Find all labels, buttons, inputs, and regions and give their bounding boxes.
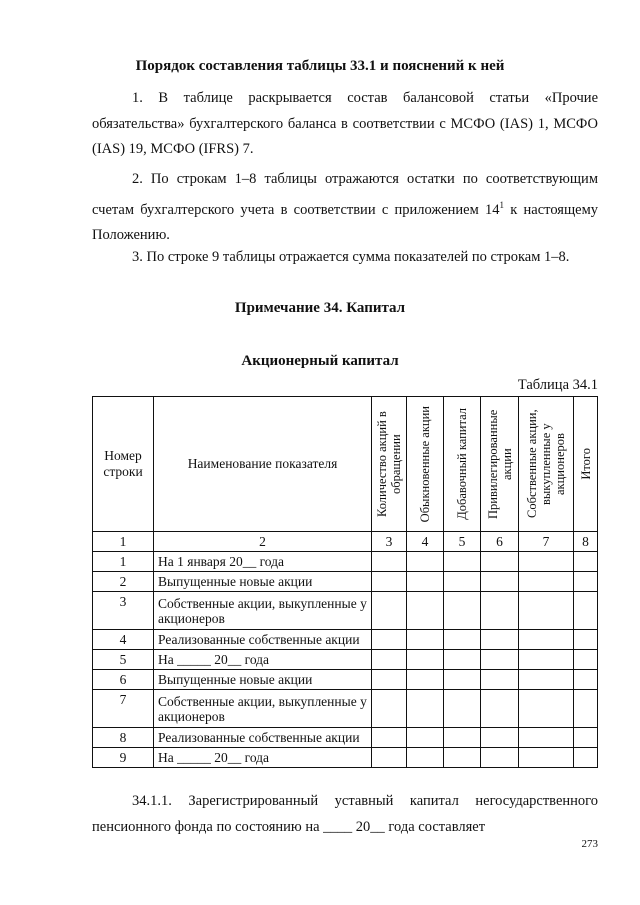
- value-cell: [407, 690, 444, 728]
- row-number: 9: [93, 748, 154, 768]
- value-cell: [481, 650, 519, 670]
- value-cell: [519, 592, 574, 630]
- table-row: [93, 630, 598, 650]
- table-label: Таблица 34.1: [517, 377, 598, 393]
- value-cell: [372, 552, 407, 572]
- column-number: 2: [154, 532, 372, 552]
- value-cell: [407, 728, 444, 748]
- value-cell: [407, 650, 444, 670]
- value-cell: [574, 592, 598, 630]
- value-cell: [444, 748, 481, 768]
- row-indicator: Собственные акции, выкупленные у акционеров: [154, 592, 372, 630]
- value-cell: [481, 592, 519, 630]
- column-number-row: [93, 532, 598, 552]
- row-indicator: Реализованные собственные акции: [154, 630, 372, 650]
- header-indicator: Наименование показателя: [154, 397, 372, 532]
- paragraph-1: 1. В таблице раскрывается состав балансовой статьи «Прочие обязательства» бухгалтерского баланса в соответствии с МСФО (IAS) 1, МСФО (IAS) 19, МСФО (IFRS) 7.: [92, 90, 598, 157]
- column-number: 1: [93, 532, 154, 552]
- value-cell: [574, 690, 598, 728]
- row-number: 3: [93, 592, 154, 630]
- value-cell: [407, 748, 444, 768]
- value-cell: [481, 630, 519, 650]
- paragraph-2-tail: к настоящему Положению.: [92, 201, 598, 243]
- page-number: 273: [581, 838, 598, 850]
- value-cell: [574, 670, 598, 690]
- share-capital-table: [92, 396, 598, 768]
- value-cell: [519, 690, 574, 728]
- table-row: [93, 572, 598, 592]
- value-cell: [444, 690, 481, 728]
- value-cell: [444, 728, 481, 748]
- column-number: 3: [372, 532, 407, 552]
- value-cell: [519, 650, 574, 670]
- row-indicator: Собственные акции, выкупленные у акционеров: [154, 690, 372, 728]
- header-shares-count: Количество акций в обращении: [372, 397, 407, 532]
- value-cell: [574, 728, 598, 748]
- row-indicator: Выпущенные новые акции: [154, 670, 372, 690]
- value-cell: [407, 552, 444, 572]
- value-cell: [444, 592, 481, 630]
- value-cell: [372, 572, 407, 592]
- row-number: 6: [93, 670, 154, 690]
- table-row: [93, 592, 598, 630]
- column-number: 7: [519, 532, 574, 552]
- header-total: Итого: [574, 397, 598, 532]
- row-number: 1: [93, 552, 154, 572]
- row-indicator: Реализованные собственные акции: [154, 728, 372, 748]
- header-treasury-shares: Собственные акции, выкупленные у акционеров: [519, 397, 574, 532]
- value-cell: [519, 748, 574, 768]
- value-cell: [574, 748, 598, 768]
- value-cell: [519, 630, 574, 650]
- table-row: [93, 748, 598, 768]
- row-number: 2: [93, 572, 154, 592]
- value-cell: [481, 748, 519, 768]
- header-preferred-shares: Привилегированные акции: [481, 397, 519, 532]
- row-indicator: На _____ 20__ года: [154, 650, 372, 670]
- value-cell: [372, 592, 407, 630]
- value-cell: [519, 572, 574, 592]
- value-cell: [444, 670, 481, 690]
- paragraph-2-text: 2. По строкам 1–8 таблицы отражаются остатки по соответствующим счетам бухгалтерского учета в соответствии с приложением 14: [92, 171, 598, 218]
- table-row: [93, 728, 598, 748]
- value-cell: [372, 650, 407, 670]
- header-additional-capital: Добавочный капитал: [444, 397, 481, 532]
- value-cell: [407, 630, 444, 650]
- table-title: Акционерный капитал: [241, 353, 399, 369]
- table-row: [93, 690, 598, 728]
- value-cell: [407, 670, 444, 690]
- section-title: Порядок составления таблицы 33.1 и пояснений к ней: [135, 58, 505, 74]
- table-row: [93, 552, 598, 572]
- value-cell: [481, 572, 519, 592]
- row-indicator: На _____ 20__ года: [154, 748, 372, 768]
- value-cell: [372, 630, 407, 650]
- value-cell: [444, 630, 481, 650]
- column-number: 8: [574, 532, 598, 552]
- row-number: 5: [93, 650, 154, 670]
- value-cell: [372, 670, 407, 690]
- value-cell: [481, 728, 519, 748]
- paragraph-2: [92, 167, 598, 248]
- value-cell: [519, 670, 574, 690]
- value-cell: [519, 728, 574, 748]
- table-row: [93, 670, 598, 690]
- table-row: [93, 650, 598, 670]
- footer-paragraph: 34.1.1. Зарегистрированный уставный капитал негосударственного пенсионного фонда по состоянию на ____ 20__ года составляет: [92, 793, 598, 835]
- value-cell: [407, 572, 444, 592]
- value-cell: [372, 728, 407, 748]
- value-cell: [372, 748, 407, 768]
- footnote-superscript: 1: [499, 199, 505, 210]
- paragraph-3: 3. По строке 9 таблицы отражается сумма показателей по строкам 1–8.: [132, 249, 570, 265]
- value-cell: [407, 592, 444, 630]
- value-cell: [574, 572, 598, 592]
- value-cell: [444, 572, 481, 592]
- header-row: [93, 397, 598, 532]
- value-cell: [574, 630, 598, 650]
- row-number: 8: [93, 728, 154, 748]
- note-title: Примечание 34. Капитал: [234, 300, 406, 316]
- value-cell: [481, 552, 519, 572]
- value-cell: [481, 690, 519, 728]
- header-ordinary-shares: Обыкновенные акции: [407, 397, 444, 532]
- value-cell: [481, 670, 519, 690]
- header-row-number: Номер строки: [93, 397, 154, 532]
- value-cell: [574, 650, 598, 670]
- column-number: 5: [444, 532, 481, 552]
- row-number: 7: [93, 690, 154, 728]
- column-number: 4: [407, 532, 444, 552]
- row-indicator: Выпущенные новые акции: [154, 572, 372, 592]
- value-cell: [372, 690, 407, 728]
- column-number: 6: [481, 532, 519, 552]
- row-number: 4: [93, 630, 154, 650]
- value-cell: [574, 552, 598, 572]
- value-cell: [444, 650, 481, 670]
- row-indicator: На 1 января 20__ года: [154, 552, 372, 572]
- value-cell: [519, 552, 574, 572]
- value-cell: [444, 552, 481, 572]
